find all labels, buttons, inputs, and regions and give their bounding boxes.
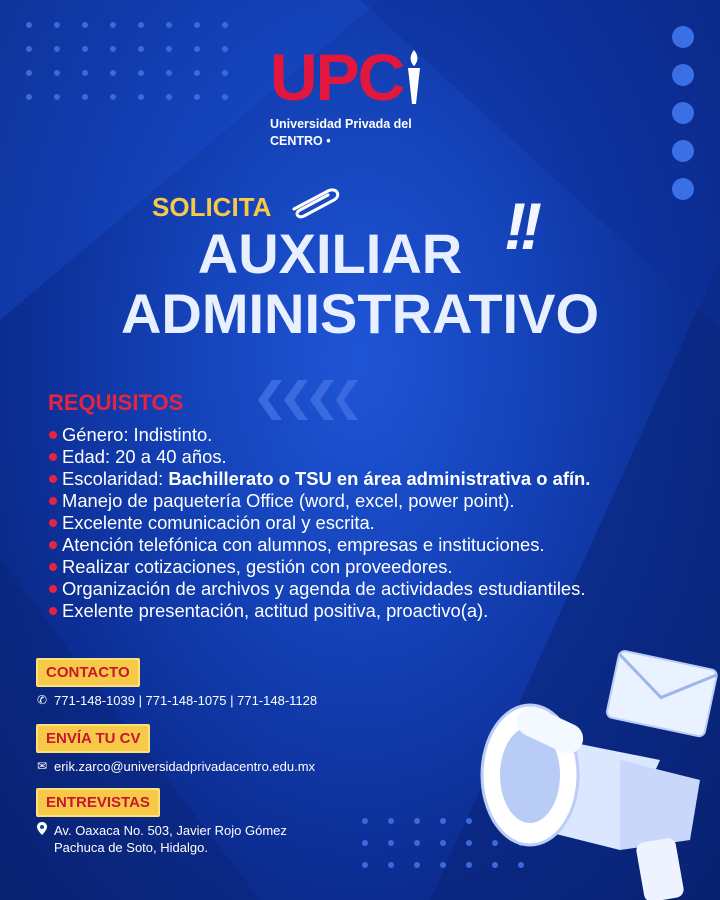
list-item: Exelente presentación, actitud positiva, proactivo(a). (48, 600, 590, 622)
requirements-title: REQUISITOS (48, 390, 184, 415)
contact-badge: CONTACTO (36, 658, 140, 687)
megaphone-icon (470, 640, 720, 900)
paperclip-icon (288, 185, 344, 221)
list-item: Manejo de paquetería Office (word, excel, power point). (48, 490, 590, 512)
phone-icon: ✆ (36, 693, 48, 707)
cv-email[interactable]: ✉ erik.zarco@universidadprivadacentro.edu.mx (36, 759, 316, 774)
location-pin-icon (36, 822, 48, 840)
chevron-left-decoration (258, 380, 358, 420)
list-item: Género: Indistinto. (48, 424, 590, 446)
mail-icon: ✉ (36, 759, 48, 773)
chevron-left-icon (258, 380, 358, 420)
dot-grid-top-left (26, 22, 228, 100)
cv-badge: ENVÍA TU CV (36, 724, 150, 753)
contact-phones[interactable]: ✆ 771-148-1039 | 771-148-1075 | 771-148-1128 (36, 693, 318, 708)
headline-title-line1: AUXILIAR (197, 222, 463, 285)
list-item: Atención telefónica con alumnos, empresas e instituciones. (48, 534, 590, 556)
exclamation-marks: !! (504, 189, 536, 263)
logo-subtitle: Universidad Privada del CENTRO • (270, 117, 412, 148)
torch-icon (405, 48, 423, 106)
interviews-address: Av. Oaxaca No. 503, Javier Rojo Gómez Pachuca de Soto, Hidalgo. (36, 822, 287, 856)
list-item: Escolaridad: Bachillerato o TSU en área administrativa o afín. (48, 468, 590, 490)
list-item: Edad: 20 a 40 años. (48, 446, 590, 468)
requirements-list (48, 424, 590, 622)
dot-column-right (672, 26, 694, 200)
list-item: Organización de archivos y agenda de actividades estudiantiles. (48, 578, 590, 600)
interviews-badge: ENTREVISTAS (36, 788, 160, 817)
headline-title-line2: ADMINISTRATIVO (120, 282, 600, 345)
list-item: Realizar cotizaciones, gestión con proveedores. (48, 556, 590, 578)
upc-logo (270, 40, 423, 150)
list-item: Excelente comunicación oral y escrita. (48, 512, 590, 534)
logo-word: UPC (270, 44, 423, 110)
headline-kicker: SOLICITA (152, 192, 272, 222)
